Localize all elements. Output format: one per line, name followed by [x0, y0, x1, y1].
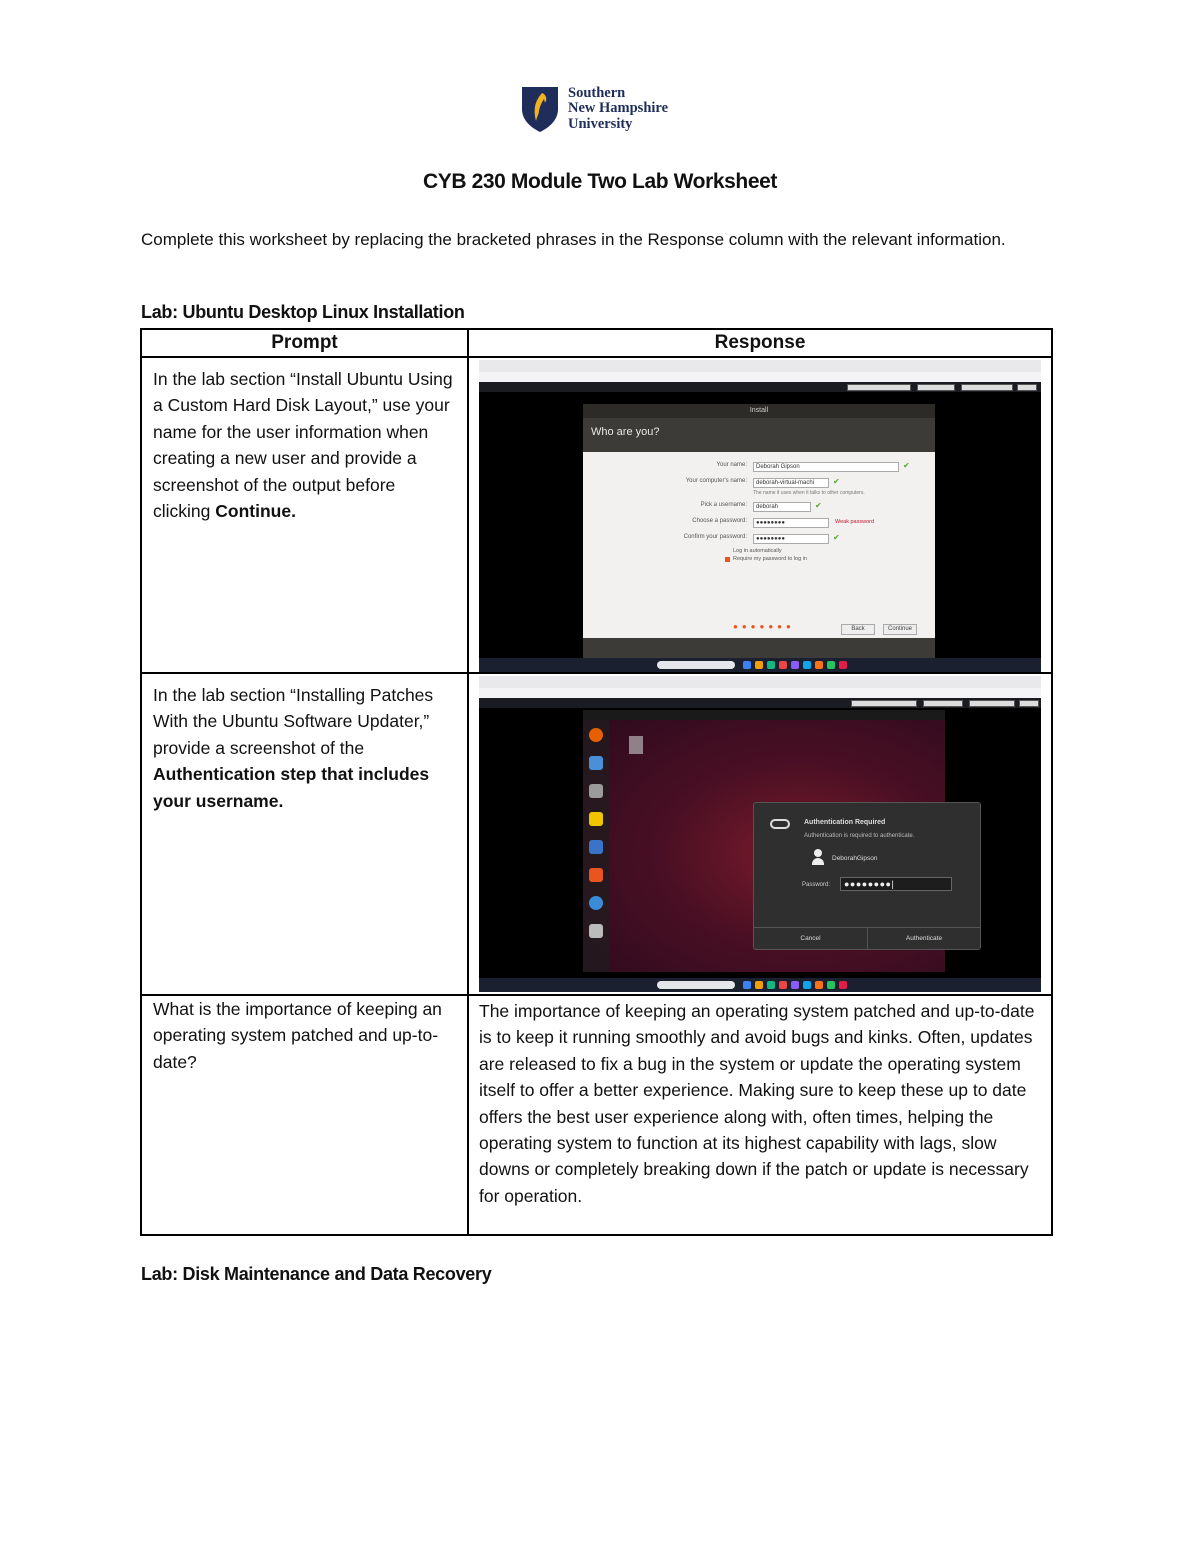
page-title: CYB 230 Module Two Lab Worksheet — [423, 170, 777, 193]
ubuntu-desktop — [583, 710, 945, 972]
prompt-header: Prompt — [141, 329, 468, 357]
authentication-dialog: Authentication Required Authentication is required to authenticate. DeborahGipson Password: ●●●●●●●●| Cancel Authenticate — [753, 802, 981, 950]
auth-username: DeborahGipson — [832, 855, 878, 862]
lab1-heading: Lab: Ubuntu Desktop Linux Installation — [141, 302, 465, 322]
row3-prompt: What is the importance of keeping an operating system patched and up-to-date? — [141, 995, 468, 1235]
lab2-heading: Lab: Disk Maintenance and Data Recovery — [141, 1264, 492, 1284]
screenshot-authentication — [479, 676, 1041, 992]
row3-answer: The importance of keeping an operating system patched and up-to-date is to keep it running smoothly and avoid bugs and kinks. Often, updates are released to fix a bug in the system or update the operating system itself to offer a better experience. Making sure to keep these up to date offers the best user experience along with, often times, helping the operating system to function at its highest capability with lags, slow downs or completely breaking down if the patch or update is necessary for operation. — [468, 995, 1052, 1235]
password-field: ●●●●●●●● — [753, 518, 829, 528]
snhu-logo — [520, 84, 700, 134]
auth-password-field: ●●●●●●●●| — [840, 877, 952, 891]
weak-password-label: Weak password — [835, 519, 875, 525]
row1-response — [468, 357, 1052, 673]
installer-title: Who are you? — [591, 426, 660, 438]
logo-wordmark: Southern New Hampshire University — [568, 84, 669, 132]
screenshot-who-are-you — [479, 360, 1041, 672]
username-field: deborah — [753, 502, 811, 512]
back-button: Back — [841, 624, 875, 635]
response-header: Response — [468, 329, 1052, 357]
continue-button: Continue — [883, 624, 917, 635]
snhu-shield-icon — [520, 85, 560, 133]
windows-taskbar — [479, 978, 1041, 992]
auth-authenticate-button: Authenticate — [867, 928, 980, 950]
computer-name-field: deborah-virtual-machi — [753, 478, 829, 488]
your-name-field: Deborah Gipson — [753, 462, 899, 472]
row2-prompt: In the lab section “Installing Patches With the Ubuntu Software Updater,” provide a screenshot of the Authentication step that includes your username. — [141, 673, 468, 995]
ubuntu-dock — [583, 720, 609, 972]
ubuntu-installer-window: Install Who are you? Your name: Deborah Gipson ✔ Your computer's name: deborah-virtual-machi ✔ The name it uses when it talks to other computers. Pick a username: deborah ✔ Choose a password: ●●●●●●●● Weak password Confirm your password: ●●●●●●●● ✔ Log in automatically Require my password to log in Back Continue ●●●●●●● — [583, 404, 935, 660]
key-icon — [770, 819, 790, 829]
require-password-option: Require my password to log in — [733, 556, 807, 562]
auth-cancel-button: Cancel — [800, 935, 821, 942]
login-auto-option: Log in automatically — [733, 548, 782, 554]
user-icon — [812, 849, 824, 865]
confirm-password-field: ●●●●●●●● — [753, 534, 829, 544]
computer-name-hint: The name it uses when it talks to other computers. — [753, 490, 865, 496]
instructions: Complete this worksheet by replacing the bracketed phrases in the Response column with the relevant information. — [141, 230, 1006, 249]
row1-prompt: In the lab section “Install Ubuntu Using a Custom Hard Disk Layout,” use your name for the user information when creating a new user and provide a screenshot of the output before clicking Continue. — [141, 357, 468, 673]
lab1-table — [140, 328, 1053, 1236]
windows-taskbar — [479, 658, 1041, 672]
row2-response — [468, 673, 1052, 995]
